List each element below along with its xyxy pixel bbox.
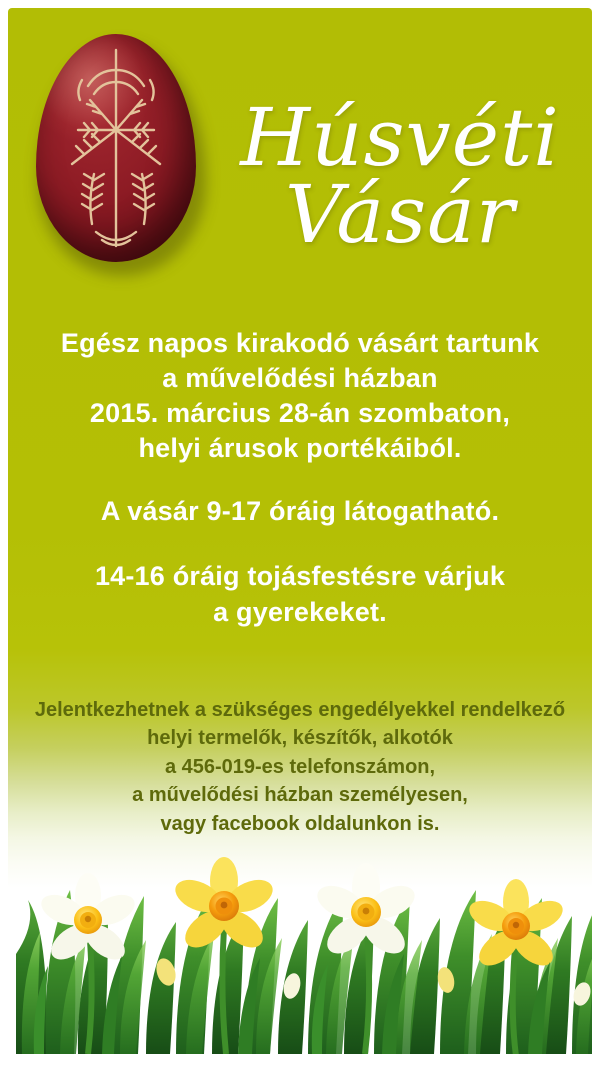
body-spacer-2 [28,529,572,559]
easter-egg-pattern-icon [36,34,196,262]
title-line-2: Vásár [284,167,516,261]
easter-egg-body [36,34,196,262]
fineprint-line-3: a 456-019-es telefonszámon, [164,755,436,778]
body-line-4: helyi árusok portékáiból. [138,433,462,464]
easter-egg-illustration [30,30,210,280]
daffodil-field-svg [16,804,592,1054]
body-spacer-1 [28,466,572,494]
body-line-5: A vásár 9-17 óráig látogatható. [100,496,500,527]
body-paragraph-3 [28,559,572,629]
poster-title [208,91,592,261]
body-line-7: a gyerekeket. [213,596,387,627]
body-line-2: a művelődési házban [162,363,438,394]
body-paragraph-2 [28,494,572,529]
title-line-1: Húsvéti [240,91,560,184]
fineprint-line-1: Jelentkezhetnek a szükséges engedélyekkel rendelkező [34,699,566,721]
fineprint-line-5: vagy facebook oldalunkon is. [160,812,440,835]
fineprint-line-4: a művelődési házban személyesen, [132,784,468,807]
poster-panel [8,8,592,1062]
fineprint-line-2: helyi termelők, készítők, alkotók [147,727,453,750]
body-line-6: 14-16 óráig tojásfestésre várjuk [94,561,506,592]
poster-body [28,326,572,630]
body-line-3: 2015. március 28-án szombaton, [89,398,511,429]
body-line-1: Egész napos kirakodó vásárt tartunk [60,328,540,358]
body-paragraph-1 [28,326,572,466]
daffodil-field-illustration [16,804,592,1054]
